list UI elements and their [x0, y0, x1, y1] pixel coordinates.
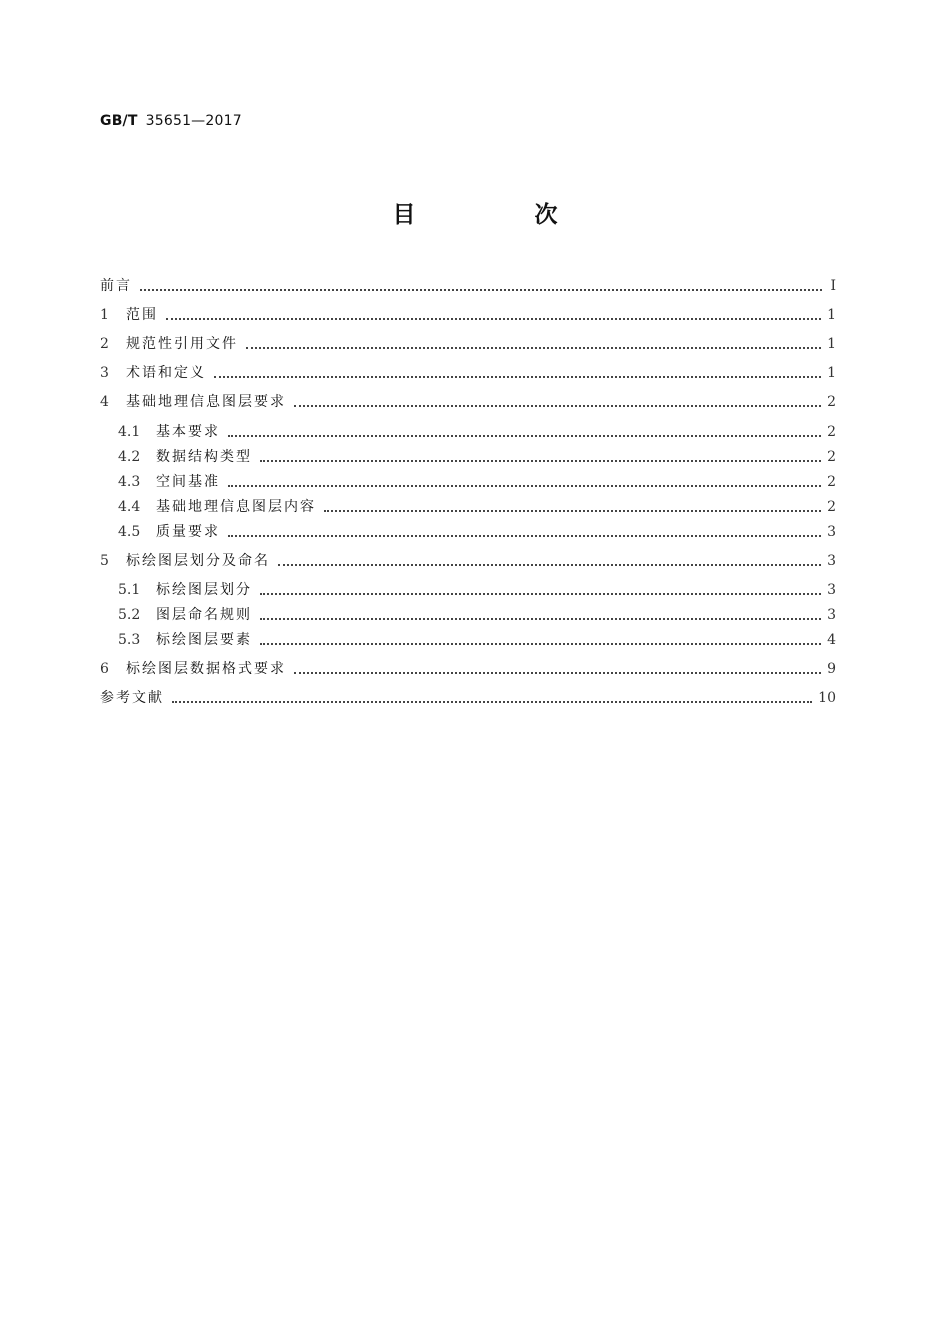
toc-entry-label: 术语和定义	[126, 365, 206, 381]
toc-entry[interactable]	[100, 305, 836, 325]
toc-entry[interactable]	[118, 630, 836, 650]
toc-entry[interactable]	[118, 472, 836, 492]
toc-entry-number: 5.3	[118, 632, 141, 648]
toc-entry-page: 1	[827, 307, 836, 323]
toc-entry-page: 10	[818, 690, 836, 706]
toc-entry-number: 4.3	[118, 474, 141, 490]
toc-entry-page: 2	[827, 499, 836, 515]
toc-dot-leader	[260, 617, 821, 620]
toc-entry-page: 9	[827, 661, 836, 677]
toc-dot-leader	[228, 534, 821, 537]
toc-entry[interactable]	[100, 551, 836, 571]
toc-entry-page: 3	[827, 553, 836, 569]
toc-entry-label: 图层命名规则	[156, 607, 252, 623]
toc-entry-page: 3	[827, 524, 836, 540]
toc-entry-label: 质量要求	[156, 524, 220, 540]
toc-entry-number: 4.5	[118, 524, 141, 540]
toc-dot-leader	[278, 563, 821, 566]
toc-entry[interactable]	[100, 688, 836, 708]
toc-dot-leader	[324, 509, 821, 512]
toc-entry-number: 6	[100, 661, 109, 677]
toc-entry-number: 3	[100, 365, 109, 381]
toc-entry-number: 5.1	[118, 582, 141, 598]
toc-dot-leader	[294, 671, 821, 674]
toc-entry-number: 1	[100, 307, 109, 323]
toc-entry[interactable]	[100, 363, 836, 383]
standard-code	[100, 113, 242, 129]
toc-dot-leader	[260, 592, 821, 595]
toc-entry-page: 2	[827, 449, 836, 465]
toc-entry-page: 2	[827, 394, 836, 410]
toc-entry[interactable]	[118, 497, 836, 517]
toc-entry-number: 5.2	[118, 607, 141, 623]
toc-entry-page: 4	[827, 632, 836, 648]
toc-entry-number: 4.2	[118, 449, 141, 465]
toc-entry-number: 5	[100, 553, 109, 569]
toc-entry-label: 规范性引用文件	[126, 336, 238, 352]
toc-entry[interactable]	[100, 276, 836, 296]
toc-entry[interactable]	[118, 580, 836, 600]
toc-entry-page: 1	[827, 365, 836, 381]
toc-entry-label: 标绘图层划分	[156, 582, 252, 598]
toc-entry-number: 4.4	[118, 499, 141, 515]
toc-dot-leader	[294, 404, 821, 407]
toc-entry[interactable]	[118, 522, 836, 542]
toc-entry-label: 基础地理信息图层内容	[156, 499, 316, 515]
toc-dot-leader	[260, 459, 821, 462]
toc-entry[interactable]	[118, 605, 836, 625]
page-title: 目 次	[392, 202, 606, 228]
toc-dot-leader	[140, 288, 822, 291]
toc-entry-number: 4	[100, 394, 109, 410]
toc-entry-page: 2	[827, 474, 836, 490]
toc-entry[interactable]	[100, 659, 836, 679]
toc-entry-label: 前言	[100, 278, 132, 294]
toc-entry-page: 1	[827, 336, 836, 352]
toc-entry-label: 基础地理信息图层要求	[126, 394, 286, 410]
toc-entry-page: 3	[827, 582, 836, 598]
toc-entry-label: 参考文献	[100, 690, 164, 706]
toc-dot-leader	[228, 434, 821, 437]
toc-dot-leader	[214, 375, 821, 378]
toc-entry-page: Ⅰ	[830, 278, 836, 294]
toc-entry-label: 标绘图层划分及命名	[126, 553, 270, 569]
toc-entry[interactable]	[100, 392, 836, 412]
toc-entry-label: 标绘图层要素	[156, 632, 252, 648]
toc-entry[interactable]	[100, 334, 836, 354]
toc-dot-leader	[246, 346, 821, 349]
standard-number: 35651—2017	[145, 113, 242, 129]
toc-entry-label: 标绘图层数据格式要求	[126, 661, 286, 677]
toc-entry[interactable]	[118, 422, 836, 442]
toc-dot-leader	[260, 642, 821, 645]
toc-dot-leader	[166, 317, 821, 320]
standard-prefix: GB/T	[100, 113, 138, 129]
toc-entry-number: 4.1	[118, 424, 141, 440]
toc-entry-number: 2	[100, 336, 109, 352]
toc-entry-label: 基本要求	[156, 424, 220, 440]
toc-entry-label: 范围	[126, 307, 158, 323]
toc-entry-label: 数据结构类型	[156, 449, 252, 465]
toc-dot-leader	[172, 700, 812, 703]
toc-entry[interactable]	[118, 447, 836, 467]
toc-entry-label: 空间基准	[156, 474, 220, 490]
toc-entry-page: 2	[827, 424, 836, 440]
toc-dot-leader	[228, 484, 821, 487]
toc-entry-page: 3	[827, 607, 836, 623]
